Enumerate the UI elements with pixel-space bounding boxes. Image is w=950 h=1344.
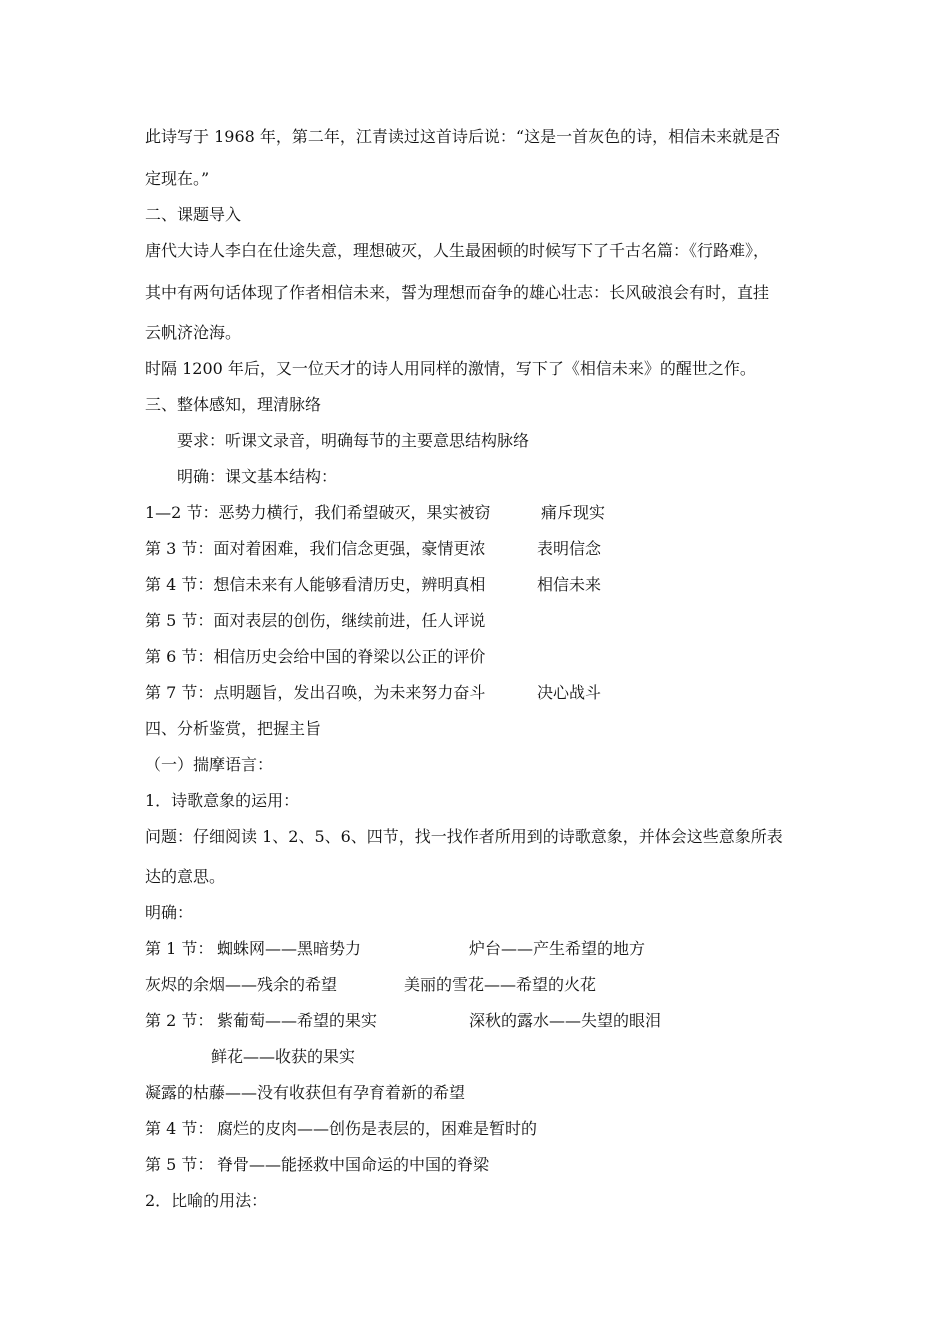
structure-summary: 相信未来 [537,575,602,594]
imagery-pair: 深秋的露水——失望的眼泪 [469,1011,662,1030]
imagery-pair: 蜘蛛网——黑暗势力 [217,939,362,958]
section-heading: 三、整体感知，理清脉络 [145,395,322,414]
item-heading: 2．比喻的用法： [145,1191,268,1210]
imagery-pair: 美丽的雪花——希望的火花 [404,975,597,994]
imagery-label: 第 2 节： [145,1011,214,1030]
subsection-heading: （一）揣摩语言： [145,755,274,774]
clarify-line: 明确：课文基本结构： [177,467,338,486]
paragraph-line: 时隔 1200 年后，又一位天才的诗人用同样的激情，写下了《相信未来》的醒世之作。 [145,359,756,378]
item-heading: 1．诗歌意象的运用： [145,791,300,810]
structure-line: 1—2 节：恶势力横行，我们希望破灭，果实被窃 [145,503,491,522]
structure-line: 第 5 节：面对表层的创伤，继续前进，任人评说 [145,611,486,630]
question-line: 达的意思。 [145,867,226,886]
section-heading: 二、课题导入 [145,205,242,224]
section-heading: 四、分析鉴赏，把握主旨 [145,719,322,738]
imagery-pair: 紫葡萄——希望的果实 [217,1011,378,1030]
paragraph-line: 云帆济沧海。 [145,323,242,342]
requirement-line: 要求：听课文录音，明确每节的主要意思结构脉络 [177,431,530,450]
structure-line: 第 3 节：面对着困难，我们信念更强，豪情更浓 [145,539,486,558]
paragraph-line: 唐代大诗人李白在仕途失意，理想破灭，人生最困顿的时候写下了千古名篇：《行路难》， [145,241,770,260]
imagery-pair: 炉台——产生希望的地方 [469,939,646,958]
imagery-label: 第 1 节： [145,939,214,958]
structure-summary: 痛斥现实 [541,503,606,522]
structure-line: 第 4 节：想信未来有人能够看清历史，辨明真相 [145,575,486,594]
imagery-pair: 鲜花——收获的果实 [211,1047,356,1066]
imagery-pair: 凝露的枯藤——没有收获但有孕育着新的希望 [145,1083,466,1102]
question-line: 问题：仔细阅读 1、2、5、6、四节，找一找作者所用到的诗歌意象，并体会这些意象所表 [145,827,783,846]
structure-summary: 决心战斗 [537,683,602,702]
structure-summary: 表明信念 [537,539,602,558]
paragraph-line: 定现在。” [145,169,210,188]
paragraph-line: 其中有两句话体现了作者相信未来，誓为理想而奋争的雄心壮志：长风破浪会有时，直挂 [145,283,770,302]
imagery-pair: 脊骨——能拯救中国命运的中国的脊梁 [217,1155,490,1174]
imagery-label: 第 5 节： [145,1155,214,1174]
imagery-pair: 腐烂的皮肉——创伤是表层的，困难是暂时的 [217,1119,538,1138]
imagery-pair: 灰烬的余烟——残余的希望 [145,975,338,994]
structure-line: 第 6 节：相信历史会给中国的脊梁以公正的评价 [145,647,486,666]
clarify-line: 明确： [145,903,194,922]
imagery-label: 第 4 节： [145,1119,214,1138]
paragraph-line: 此诗写于 1968 年，第二年，江青读过这首诗后说：“这是一首灰色的诗，相信未来就是否 [145,127,781,146]
structure-line: 第 7 节：点明题旨，发出召唤，为未来努力奋斗 [145,683,486,702]
